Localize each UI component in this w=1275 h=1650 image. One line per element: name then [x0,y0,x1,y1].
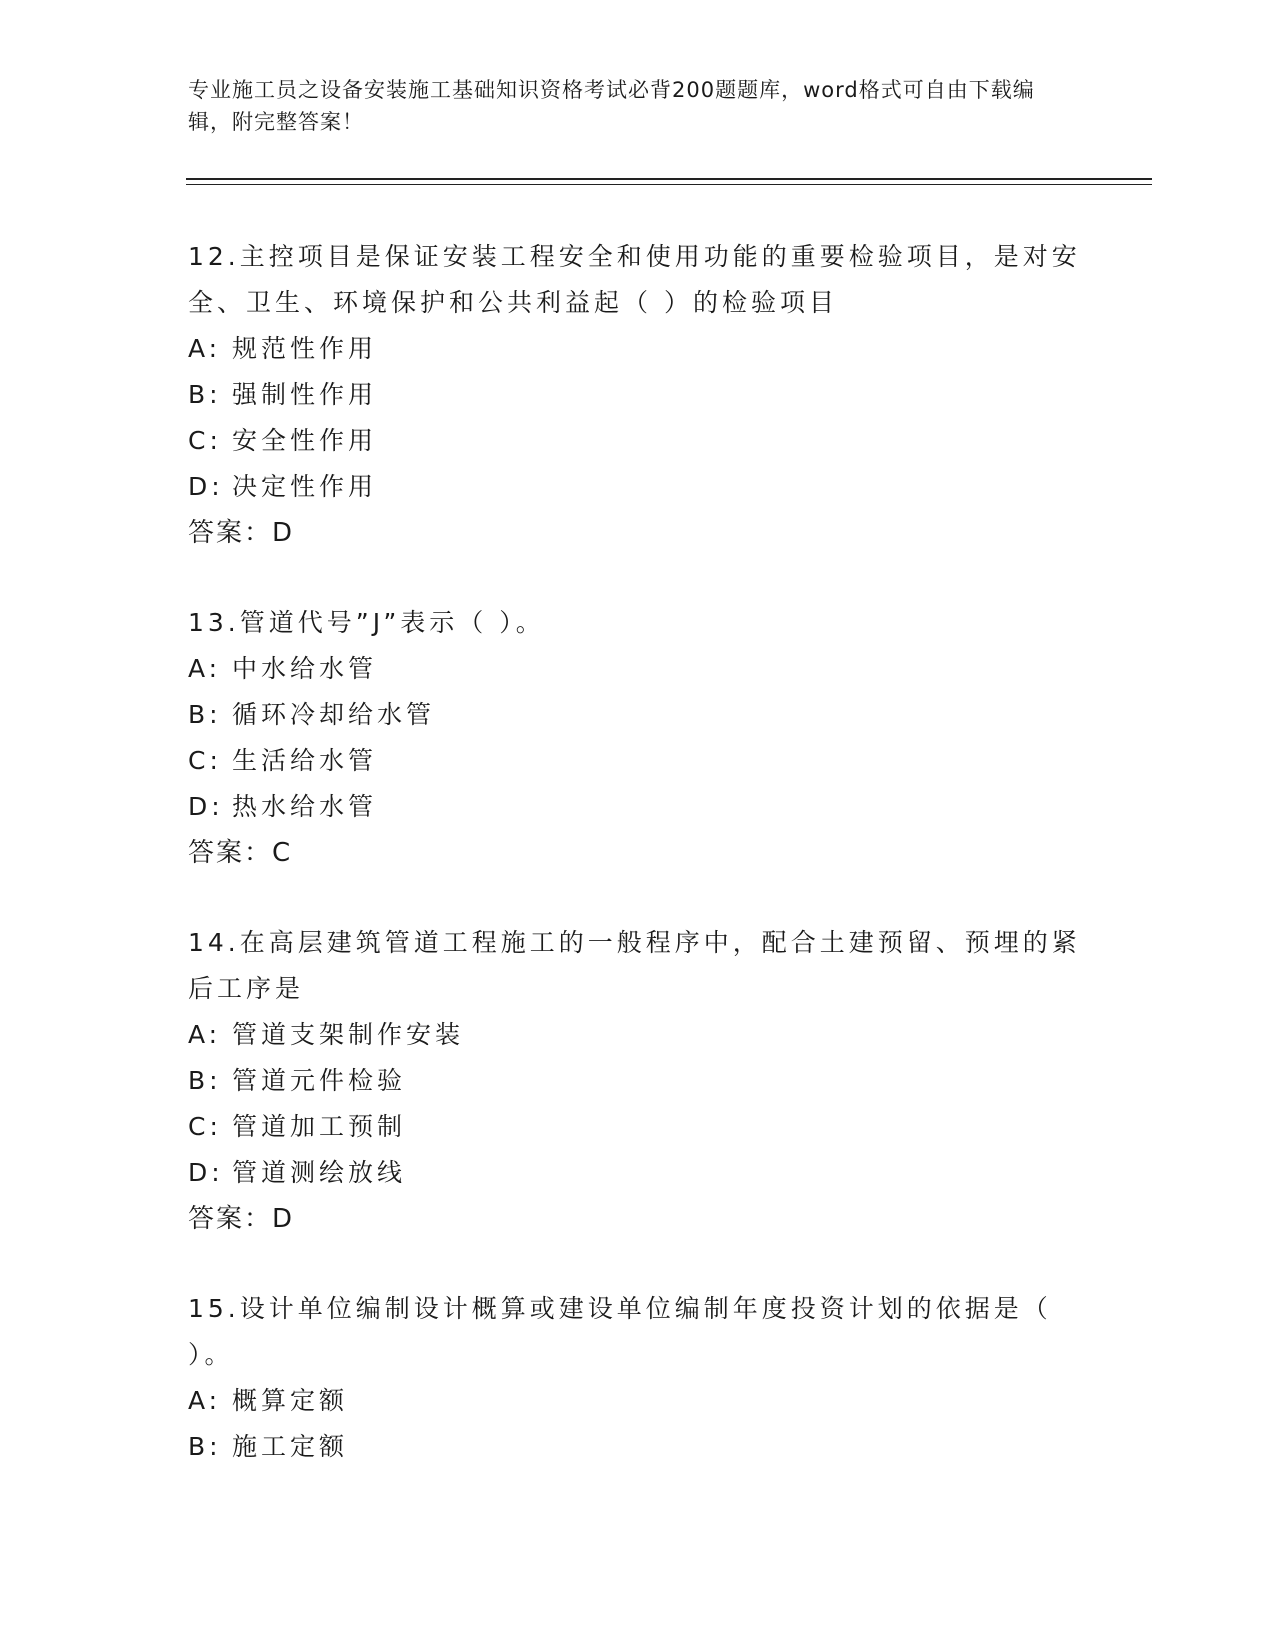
header-divider-bottom [186,184,1152,185]
question-13 [188,600,1088,876]
option-text: 管道支架制作安装 [232,1020,465,1049]
option-letter: C: [188,746,222,775]
answer-line: 答案：D [188,518,295,548]
option-a [188,1378,1088,1424]
question-text: 14.在高层建筑管道工程施工的一般程序中，配合土建预留、预埋的紧后工序是 [188,928,1081,1003]
option-text: 强制性作用 [232,380,378,409]
option-text: 热水给水管 [232,792,378,821]
option-text: 循环冷却给水管 [232,700,436,729]
option-d [188,784,1088,830]
document-header: 专业施工员之设备安装施工基础知识资格考试必背200题题库，word格式可自由下载编辑，附完整答案！ [188,78,1035,134]
option-letter: B: [188,1066,222,1095]
option-d [188,464,1088,510]
option-letter: D: [188,792,224,821]
option-letter: C: [188,1112,222,1141]
header-divider-top [186,178,1152,180]
question-14 [188,920,1088,1242]
option-letter: D: [188,472,224,501]
option-letter: B: [188,1432,222,1461]
question-list [188,234,1088,1514]
question-text: 15.设计单位编制设计概算或建设单位编制年度投资计划的依据是（ ）。 [188,1294,1052,1369]
option-text: 生活给水管 [232,746,378,775]
question-15 [188,1286,1088,1470]
option-a [188,326,1088,372]
option-letter: B: [188,380,222,409]
option-letter: C: [188,426,222,455]
option-a [188,646,1088,692]
question-text: 12.主控项目是保证安装工程安全和使用功能的重要检验项目，是对安全、卫生、环境保护和公共利益起（ ）的检验项目 [188,242,1081,317]
option-text: 管道加工预制 [232,1112,407,1141]
option-text: 中水给水管 [232,654,378,683]
option-c [188,738,1088,784]
option-b [188,692,1088,738]
answer-line: 答案：D [188,1204,295,1234]
question-12 [188,234,1088,556]
answer-line: 答案：C [188,838,293,868]
option-letter: A: [188,1386,222,1415]
option-d [188,1150,1088,1196]
option-text: 概算定额 [232,1386,349,1415]
option-letter: A: [188,334,222,363]
option-b [188,372,1088,418]
option-text: 管道元件检验 [232,1066,407,1095]
option-text: 安全性作用 [232,426,378,455]
option-text: 决定性作用 [232,472,378,501]
option-letter: A: [188,1020,222,1049]
option-b [188,1424,1088,1470]
option-letter: B: [188,700,222,729]
option-text: 施工定额 [232,1432,349,1461]
option-text: 规范性作用 [232,334,378,363]
option-c [188,1104,1088,1150]
option-a [188,1012,1088,1058]
option-b [188,1058,1088,1104]
option-letter: D: [188,1158,224,1187]
question-text: 13.管道代号”J”表示（ ）。 [188,608,545,637]
option-letter: A: [188,654,222,683]
option-text: 管道测绘放线 [232,1158,407,1187]
option-c [188,418,1088,464]
